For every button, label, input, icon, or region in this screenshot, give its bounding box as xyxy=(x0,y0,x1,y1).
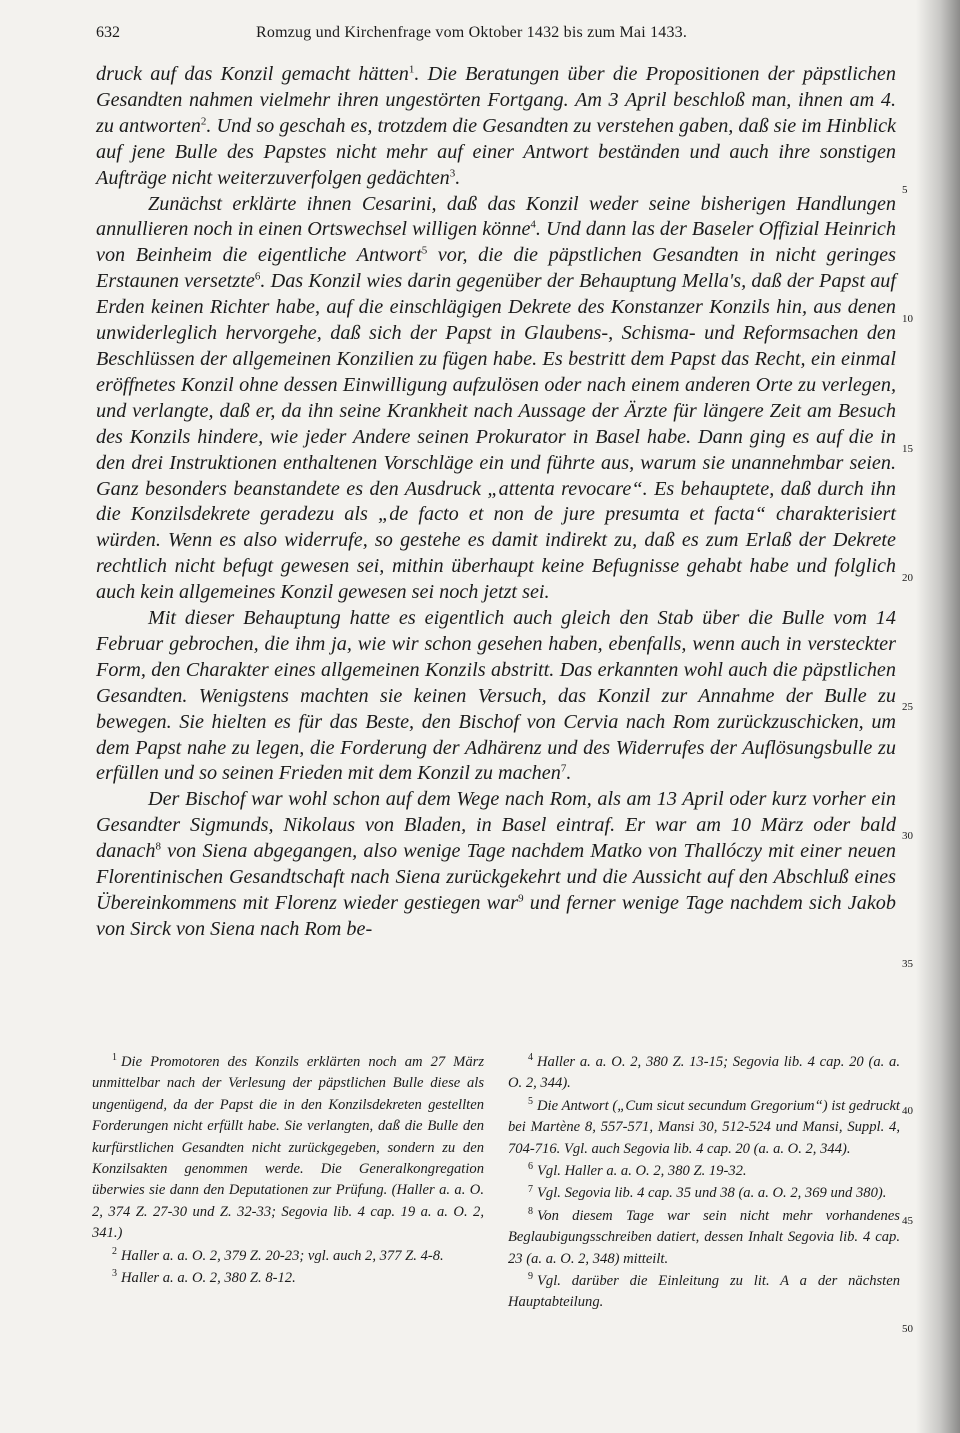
text-segment: von Siena abgegangen, also wenige Tage nachdem Matko von Thallóczy mit einer neuen Florentinischen Gesandtschaft nach Siena zurückgekehrt und die Aussicht auf den Abschluß eines Übereinkommens mit Florenz wieder gestiegen war xyxy=(96,840,896,914)
line-number: 40 xyxy=(902,1105,913,1117)
line-number: 30 xyxy=(902,830,913,842)
text-segment: . Das Konzil wies darin gegenüber der Behauptung Mella's, daß der Papst auf Erden keinen Richter habe, auf die einschlägigen Dekrete des Konstanzer Konzils hin, aus denen unwiderleglich hervorgehe, daß sich der Papst in Glaubens-, Schisma- und Reformsachen den Beschlüssen der allgemeinen Konzilien zu fügen habe. Es bestritt dem Papst das Recht, ein einmal eröffnetes Konzil ohne dessen Einwilligung aufzulösen oder nach einem anderen Orte zu verlegen, und verlangte, daß er, da ihn seine Krankheit nach Aussage der Ärzte für längere Zeit am Besuch des Konzils hindere, wie jeder Andere seinen Prokurator in Basel habe. Dann ging es auf die in den drei Instruktionen enthaltenen Vorschläge ein und führte aus, warum sie unannehmbar seien. Ganz besonders beanstandete es den Ausdruck „attenta revocare“. Es behauptete, daß durch ihn die Konzilsdekrete geradezu als „de facto et non de jure presumta et facta“ charakterisiert würden. Wenn es also widerrufe, so gestehe es damit indirekt zu, daß es zum Erlaß der Dekrete rechtlich nicht befugt gewesen sei, mithin überhaupt keine Befugnisse gehabt habe und folglich auch kein allgemeines Konzil gewesen sei noch jetzt sei. xyxy=(96,270,897,604)
paragraph xyxy=(96,606,896,787)
line-number: 45 xyxy=(902,1215,913,1227)
footnotes-left-column xyxy=(92,1052,484,1315)
footnotes-right-column xyxy=(508,1052,900,1315)
footnote xyxy=(508,1183,900,1204)
page-number: 632 xyxy=(96,24,120,41)
paragraph xyxy=(96,787,896,942)
footnote-reference: 4 xyxy=(530,218,536,231)
line-number: 35 xyxy=(902,958,913,970)
footnote-number: 6 xyxy=(528,1161,533,1173)
line-number: 5 xyxy=(902,184,908,196)
footnote-text: Haller a. a. O. 2, 380 Z. 8-12. xyxy=(121,1270,296,1287)
footnote-text: Von diesem Tage war sein nicht mehr vorhandenes Beglaubigungsschreiben datiert, dessen Inhalt Segovia lib. 4 cap. 23 (a. a. O. 2, 348) mitteilt. xyxy=(508,1207,900,1267)
footnotes xyxy=(92,1052,900,1315)
main-text xyxy=(96,62,896,943)
text-segment: und ferner wenige Tage nachdem sich Jakob von Sirck von Siena nach Rom be- xyxy=(96,892,896,940)
text-segment: . xyxy=(566,762,572,785)
margin-line-numbers xyxy=(902,0,932,1433)
page-header xyxy=(96,24,896,48)
footnote-reference: 2 xyxy=(200,115,207,128)
footnote xyxy=(92,1268,484,1289)
footnote-text: Haller a. a. O. 2, 379 Z. 20-23; vgl. auch 2, 377 Z. 4-8. xyxy=(121,1247,444,1264)
footnote-text: Die Antwort („Cum sicut secundum Gregorium“) ist gedruckt bei Martène 8, 557-571, Mansi 30, 512-524 und Mansi, Suppl. 4, 704-716. Vgl. auch Segovia lib. 4 cap. 20 (a. a. O. 2, 344). xyxy=(508,1097,900,1157)
line-number: 10 xyxy=(902,313,913,325)
footnote-text: Vgl. Segovia lib. 4 cap. 35 und 38 (a. a. O. 2, 369 und 380). xyxy=(537,1185,887,1202)
text-segment: Zunächst erklärte ihnen Cesarini, daß das Konzil weder seine bisherigen Handlungen annullieren noch in einen Ortswechsel willigen könne xyxy=(96,192,896,241)
footnote-number: 5 xyxy=(528,1095,533,1107)
footnote xyxy=(508,1271,900,1314)
footnote-reference: 9 xyxy=(518,892,524,905)
footnote xyxy=(508,1052,900,1095)
footnote-number: 3 xyxy=(112,1268,117,1280)
footnote-text: Die Promotoren des Konzils erklärten noch am 27 März unmittelbar nach der Verlesung der päpstlichen Bulle diese als ungenügend, da der Papst die in den Konzilsdekreten gestellten Forderungen nicht erfüllt habe. Sie verlangten, daß die Bulle den kurfürstlichen Gesandten nicht zurückgegeben, sondern zu den Konzilsakten genommen werde. Die Generalkongregation überwies sie dann den Deputationen zur Prüfung. (Haller a. a. O. 2, 374 Z. 27-30 und Z. 32-33; Segovia lib. 4 cap. 19 a. a. O. 2, 341.) xyxy=(92,1054,484,1242)
footnote xyxy=(508,1206,900,1270)
footnote xyxy=(92,1052,484,1245)
line-number: 15 xyxy=(902,443,913,455)
footnote-number: 7 xyxy=(528,1183,533,1195)
text-segment: Mit dieser Behauptung hatte es eigentlich auch gleich den Stab über die Bulle vom 14 Februar gebrochen, die ihm ja, wie wir schon gesehen haben, ebenfalls, wenn auch in versteckter Form, den Charakter eines allgemeinen Konzils abstritt. Das erkannten wohl auch die päpstlichen Gesandten. Wenigstens machten sie keinen Versuch, das Konzil zur Annahme der Bulle zu bewegen. Sie hielten es für das Beste, den Bischof von Cervia nach Rom zurückzuschicken, um dem Papst nahe zu legen, die Forderung der Adhärenz und des Widerrufes der Auflösungsbulle zu erfüllen und so seinen Frieden mit dem Konzil zu machen xyxy=(96,607,896,785)
text-segment: Der Bischof war wohl schon auf dem Wege nach Rom, als am 13 April oder kurz vorher ein Gesandter Sigmunds, Nikolaus von Bladen, in Basel eintraf. Er war am 10 März oder bald danach xyxy=(96,788,896,863)
footnote xyxy=(92,1246,484,1267)
footnote-reference: 1 xyxy=(408,63,415,76)
footnote-reference: 3 xyxy=(449,166,456,179)
footnote-text: Vgl. Haller a. a. O. 2, 380 Z. 19-32. xyxy=(537,1163,747,1180)
footnote-number: 8 xyxy=(528,1205,533,1217)
footnote-reference: 8 xyxy=(155,840,161,853)
footnote xyxy=(508,1096,900,1160)
footnote-number: 9 xyxy=(528,1271,533,1283)
running-head: Romzug und Kirchenfrage vom Oktober 1432 bis zum Mai 1433. xyxy=(256,24,688,41)
paragraph xyxy=(96,62,896,192)
line-number: 25 xyxy=(902,701,913,713)
text-segment: . Die Beratungen über die Propositionen der päpstlichen Gesandten nahmen vielmehr ihren ungestörten Fortgang. Am 3 April beschloß man, ihnen am 4. zu antworten xyxy=(96,63,896,137)
footnote-text: Vgl. darüber die Einleitung zu lit. A a der nächsten Hauptabteilung. xyxy=(508,1273,900,1311)
footnote-text: Haller a. a. O. 2, 380 Z. 13-15; Segovia lib. 4 cap. 20 (a. a. O. 2, 344). xyxy=(508,1054,900,1092)
text-segment: . Und so geschah es, trotzdem die Gesandten zu verstehen gaben, daß sie im Hinblick auf jene Bulle des Papstes nicht mehr auf einer Antwort beständen und auch ihre sonstigen Aufträge nicht weiterzuverfolgen gedächten xyxy=(96,114,896,189)
footnote-reference: 7 xyxy=(560,762,567,775)
paragraph xyxy=(96,192,896,607)
text-segment: druck auf das Konzil gemacht hätten xyxy=(96,63,409,85)
footnote xyxy=(508,1161,900,1182)
footnote-number: 1 xyxy=(112,1052,117,1064)
text-segment: . Und dann las der Baseler Offizial Heinrich von Beinheim die eigentliche Antwort xyxy=(96,218,896,267)
footnote-number: 2 xyxy=(112,1245,117,1257)
footnote-reference: 6 xyxy=(254,270,261,283)
text-segment: vor, die die päpstlichen Gesandten in nicht geringes Erstaunen versetzte xyxy=(96,244,897,293)
text-segment: . xyxy=(455,166,461,189)
line-number: 50 xyxy=(902,1323,913,1335)
line-number: 20 xyxy=(902,572,913,584)
footnote-reference: 5 xyxy=(421,244,428,257)
footnote-number: 4 xyxy=(528,1052,533,1064)
